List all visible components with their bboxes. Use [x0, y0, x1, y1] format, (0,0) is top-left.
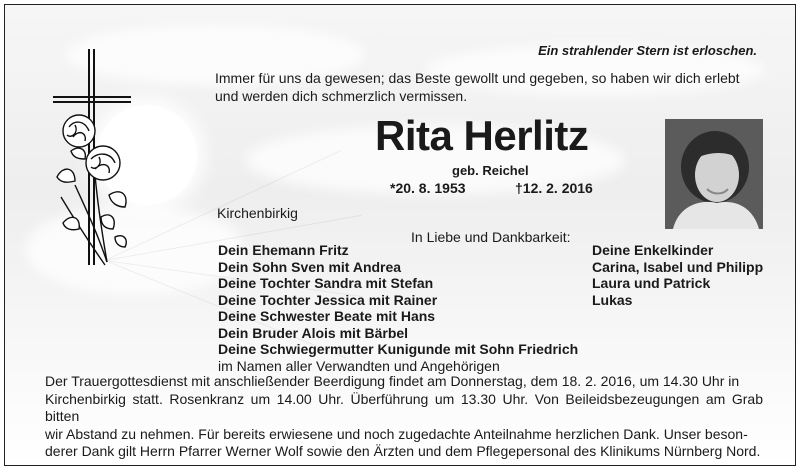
portrait-photo	[665, 119, 763, 229]
grandchildren-heading: Deine Enkelkinder	[592, 242, 714, 258]
death-date: †12. 2. 2016	[515, 180, 593, 196]
cross-with-roses-icon	[45, 47, 155, 277]
family-member: Dein Sohn Sven mit Andrea	[218, 258, 402, 275]
notice-line: derer Dank gilt Herrn Pfarrer Werner Wolf sowie den Ärzten und dem Pflegepersonal des Klinikums Nürnberg Nord.	[45, 443, 761, 459]
notice-line: wir Abstand zu nehmen. Für bereits erwiesene und noch zugedachte Anteilnahme herzlichen Dank. Unser beson-	[45, 425, 748, 442]
family-member: Dein Ehemann Fritz	[218, 242, 349, 258]
grandchildren-names: Carina, Isabel und Philipp	[592, 258, 764, 275]
grandchildren-names: Lukas	[592, 291, 633, 308]
portrait-illustration	[665, 119, 763, 229]
family-member: Dein Bruder Alois mit Bärbel	[218, 324, 409, 341]
grandchildren-names: Laura und Patrick	[592, 275, 711, 291]
notice-line: Der Trauergottesdienst mit anschließender Beerdigung findet am Donnerstag, dem 18. 2. 2016, um 14.30 Uhr in	[45, 373, 740, 389]
place-name: Kirchenbirkig	[217, 205, 298, 221]
thanks-line: In Liebe und Dankbarkeit:	[411, 229, 571, 245]
deceased-name: Rita Herlitz	[375, 112, 589, 159]
motto-text: Ein strahlender Stern ist erloschen.	[538, 43, 757, 58]
family-member: Deine Schwester Beate mit Hans	[218, 308, 436, 324]
maiden-name: geb. Reichel	[452, 163, 529, 178]
intro-line: Immer für uns da gewesen; das Beste gewollt und gegeben, so haben wir dich erlebt	[215, 70, 740, 86]
funeral-notice	[45, 373, 763, 461]
notice-line: Kirchenbirkig statt. Rosenkranz um 14.00 Uhr. Überführung um 13.30 Uhr. Von Beileidsbezeugungen am Grab bitten	[45, 390, 763, 424]
intro-verse	[215, 69, 740, 105]
family-member: Deine Schwiegermutter Kunigunde mit Sohn Friedrich	[218, 341, 579, 357]
obituary-card	[4, 4, 796, 466]
family-list	[218, 242, 578, 374]
grandchildren-list	[592, 242, 763, 308]
family-member: Deine Tochter Sandra mit Stefan	[218, 275, 434, 291]
intro-line: und werden dich schmerzlich vermissen.	[215, 88, 468, 104]
birth-date: *20. 8. 1953	[390, 180, 466, 196]
family-footer: im Namen aller Verwandten und Angehörigen	[218, 357, 500, 374]
family-member: Deine Tochter Jessica mit Rainer	[218, 291, 438, 308]
